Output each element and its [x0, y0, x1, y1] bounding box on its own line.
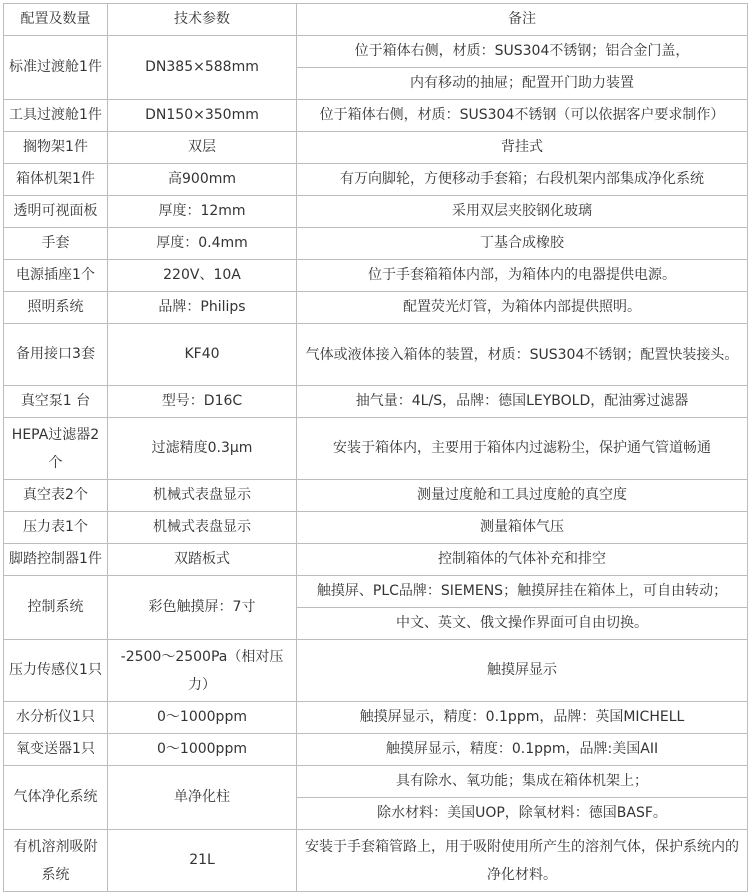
row-param: 高900mm: [108, 164, 297, 196]
table-row: [4, 36, 748, 68]
row-note: 内有移动的抽屉；配置开门助力装置: [297, 68, 748, 100]
row-item: 透明可视面板: [4, 196, 108, 228]
row-param: 过滤精度0.3μm: [108, 418, 297, 480]
row-param: 机械式表盘显示: [108, 480, 297, 512]
table-row: [4, 418, 748, 480]
row-note: 具有除水、氧功能；集成在箱体机架上；: [297, 766, 748, 798]
table-row: [4, 830, 748, 892]
table-row: [4, 324, 748, 386]
row-item: 压力传感仪1只: [4, 640, 108, 702]
row-param: 机械式表盘显示: [108, 512, 297, 544]
row-note: 位于箱体右侧，材质：SUS304不锈钢；铝合金门盖，: [297, 36, 748, 68]
row-param: 0～1000ppm: [108, 702, 297, 734]
row-note: 位于箱体右侧，材质：SUS304不锈钢（可以依据客户要求制作）: [297, 100, 748, 132]
row-note: 控制箱体的气体补充和排空: [297, 544, 748, 576]
row-param: 型号：D16C: [108, 386, 297, 418]
header-notes: 备注: [297, 4, 748, 36]
row-note: 触摸屏、PLC品牌：SIEMENS；触摸屏挂在箱体上，可自由转动；: [297, 576, 748, 608]
table-row: [4, 640, 748, 702]
row-note: 中文、英文、俄文操作界面可自由切换。: [297, 608, 748, 640]
row-param: 厚度：0.4mm: [108, 228, 297, 260]
table-row: [4, 766, 748, 798]
row-param: DN385×588mm: [108, 36, 297, 100]
row-item: 有机溶剂吸附系统: [4, 830, 108, 892]
header-config: 配置及数量: [4, 4, 108, 36]
row-item: 真空表2个: [4, 480, 108, 512]
row-param: 厚度：12mm: [108, 196, 297, 228]
table-row: [4, 512, 748, 544]
table-row: [4, 260, 748, 292]
row-note: 抽气量：4L/S，品牌：德国LEYBOLD，配油雾过滤器: [297, 386, 748, 418]
table-row: [4, 386, 748, 418]
row-item: 脚踏控制器1件: [4, 544, 108, 576]
spec-table: [3, 3, 748, 892]
table-row: [4, 132, 748, 164]
row-param: 21L: [108, 830, 297, 892]
row-note: 除水材料：美国UOP，除氧材料：德国BASF。: [297, 798, 748, 830]
row-note: 触摸屏显示，精度：0.1ppm，品牌:美国AII: [297, 734, 748, 766]
row-note: 测量箱体气压: [297, 512, 748, 544]
table-row: [4, 702, 748, 734]
table-row: [4, 196, 748, 228]
row-param: -2500～2500Pa（相对压力）: [108, 640, 297, 702]
row-param: 0～1000ppm: [108, 734, 297, 766]
table-row: [4, 734, 748, 766]
table-header-row: [4, 4, 748, 36]
row-param: 双踏板式: [108, 544, 297, 576]
row-item: 备用接口3套: [4, 324, 108, 386]
row-param: DN150×350mm: [108, 100, 297, 132]
row-item: 真空泵1 台: [4, 386, 108, 418]
row-note: 安装于箱体内，主要用于箱体内过滤粉尘，保护通气管道畅通: [297, 418, 748, 480]
row-note: 配置荧光灯管，为箱体内部提供照明。: [297, 292, 748, 324]
table-row: [4, 576, 748, 608]
row-note: 触摸屏显示: [297, 640, 748, 702]
row-item: 照明系统: [4, 292, 108, 324]
table-row: [4, 228, 748, 260]
row-item: 箱体机架1件: [4, 164, 108, 196]
row-param: 单净化柱: [108, 766, 297, 830]
row-item: 手套: [4, 228, 108, 260]
row-item: 水分析仪1只: [4, 702, 108, 734]
row-note: 背挂式: [297, 132, 748, 164]
table-row: [4, 100, 748, 132]
row-param: 彩色触摸屏：7寸: [108, 576, 297, 640]
table-row: [4, 544, 748, 576]
row-note: 触摸屏显示，精度：0.1ppm，品牌：英国MICHELL: [297, 702, 748, 734]
row-note: 安装于手套箱管路上，用于吸附使用所产生的溶剂气体，保护系统内的净化材料。: [297, 830, 748, 892]
row-item: 标准过渡舱1件: [4, 36, 108, 100]
row-note: 有万向脚轮，方便移动手套箱；右段机架内部集成净化系统: [297, 164, 748, 196]
row-note: 采用双层夹胶钢化玻璃: [297, 196, 748, 228]
row-item: 电源插座1个: [4, 260, 108, 292]
row-item: 工具过渡舱1件: [4, 100, 108, 132]
row-item: 压力表1个: [4, 512, 108, 544]
row-item: 氧变送器1只: [4, 734, 108, 766]
row-param: 双层: [108, 132, 297, 164]
header-params: 技术参数: [108, 4, 297, 36]
row-item: HEPA过滤器2个: [4, 418, 108, 480]
row-param: 220V、10A: [108, 260, 297, 292]
row-param: 品牌：Philips: [108, 292, 297, 324]
table-row: [4, 480, 748, 512]
table-row: [4, 292, 748, 324]
row-item: 搁物架1件: [4, 132, 108, 164]
row-param: KF40: [108, 324, 297, 386]
row-item: 控制系统: [4, 576, 108, 640]
row-note: 位于手套箱箱体内部，为箱体内的电器提供电源。: [297, 260, 748, 292]
table-row: [4, 164, 748, 196]
row-note: 测量过度舱和工具过度舱的真空度: [297, 480, 748, 512]
row-note: 丁基合成橡胶: [297, 228, 748, 260]
row-note: 气体或液体接入箱体的装置，材质：SUS304不锈钢；配置快装接头。: [297, 324, 748, 386]
row-item: 气体净化系统: [4, 766, 108, 830]
